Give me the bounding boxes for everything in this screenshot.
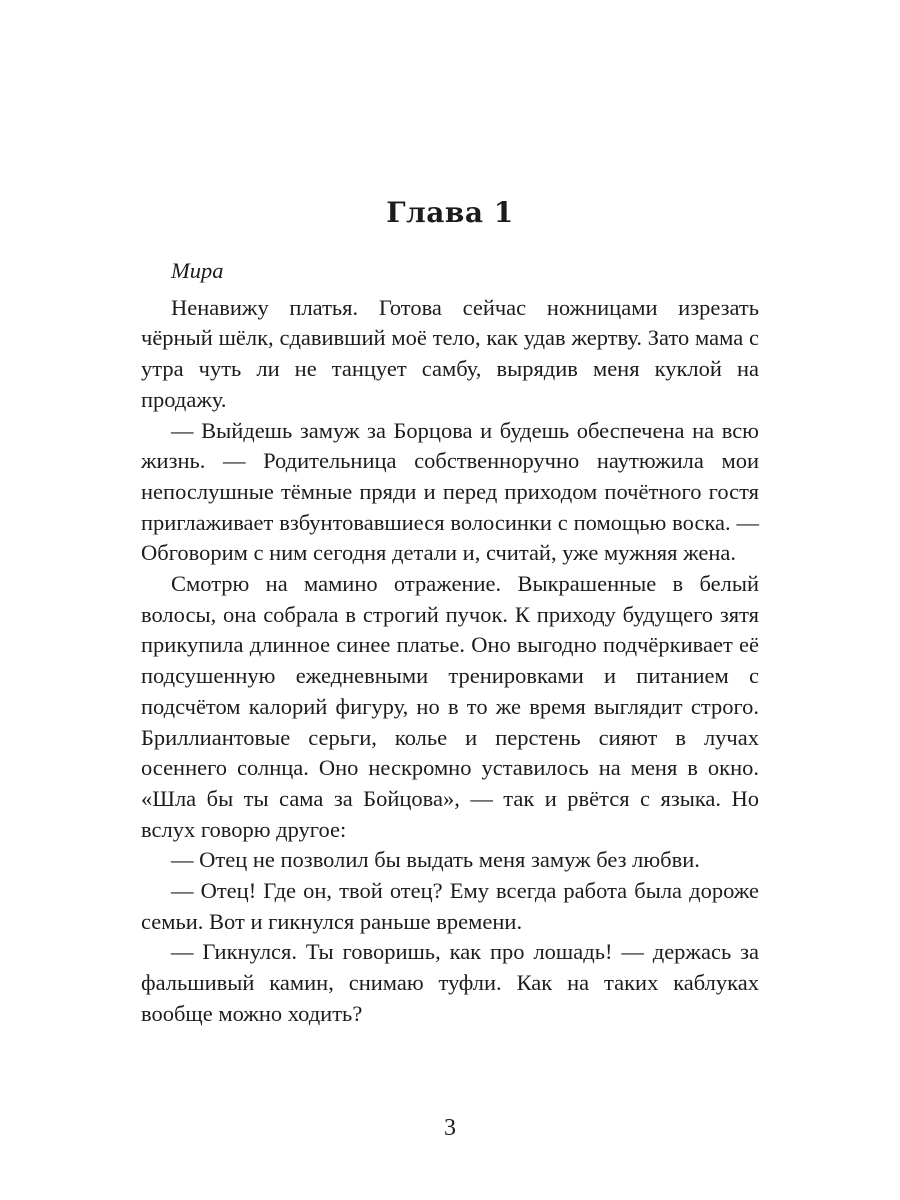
paragraph: — Отец! Где он, твой отец? Ему всегда работа была дороже семьи. Вот и гикнулся раньше времени. [141, 878, 759, 934]
paragraph: Ненавижу платья. Готова сейчас ножницами изрезать чёрный шёлк, сдавивший моё тело, как удав жертву. Зато мама с утра чуть ли не танцует самбу, вырядив меня куклой на продажу. [141, 294, 759, 412]
pov-character-name: Мира [171, 258, 224, 283]
paragraph: Смотрю на мамино отражение. Выкрашенные в белый волосы, она собрала в строгий пучок. К приходу будущего зятя прикупила длинное синее платье. Оно выгодно подчёркивает её подсушенную ежедневными тренировками и питанием с подсчётом калорий фигуру, но в то же время выглядит строго. Бриллиантовые серьги, колье и перстень сияют в лучах осеннего солнца. Оно нескромно уставилось на меня в окно. «Шла бы ты сама за Бойцова», — так и рвётся с языка. Но вслух говорю другое: [141, 571, 759, 842]
paragraph: — Выйдешь замуж за Борцова и будешь обеспечена на всю жизнь. — Родительница собственноручно наутюжила мои непослушные тёмные пряди и перед приходом почётного гостя приглаживает взбунтовавшиеся волосинки с помощью воска. — Обговорим с ним сегодня детали и, считай, уже мужняя жена. [141, 417, 759, 566]
page-number: 3 [444, 1115, 456, 1141]
chapter-title: Глава 1 [386, 196, 514, 229]
paragraph: — Отец не позволил бы выдать меня замуж без любви. [171, 847, 700, 873]
paragraph: — Гикнулся. Ты говоришь, как про лошадь! — держась за фальшивый камин, снимаю туфли. Как на таких каблуках вообще можно ходить? [141, 939, 759, 1026]
body-text [141, 256, 759, 1030]
